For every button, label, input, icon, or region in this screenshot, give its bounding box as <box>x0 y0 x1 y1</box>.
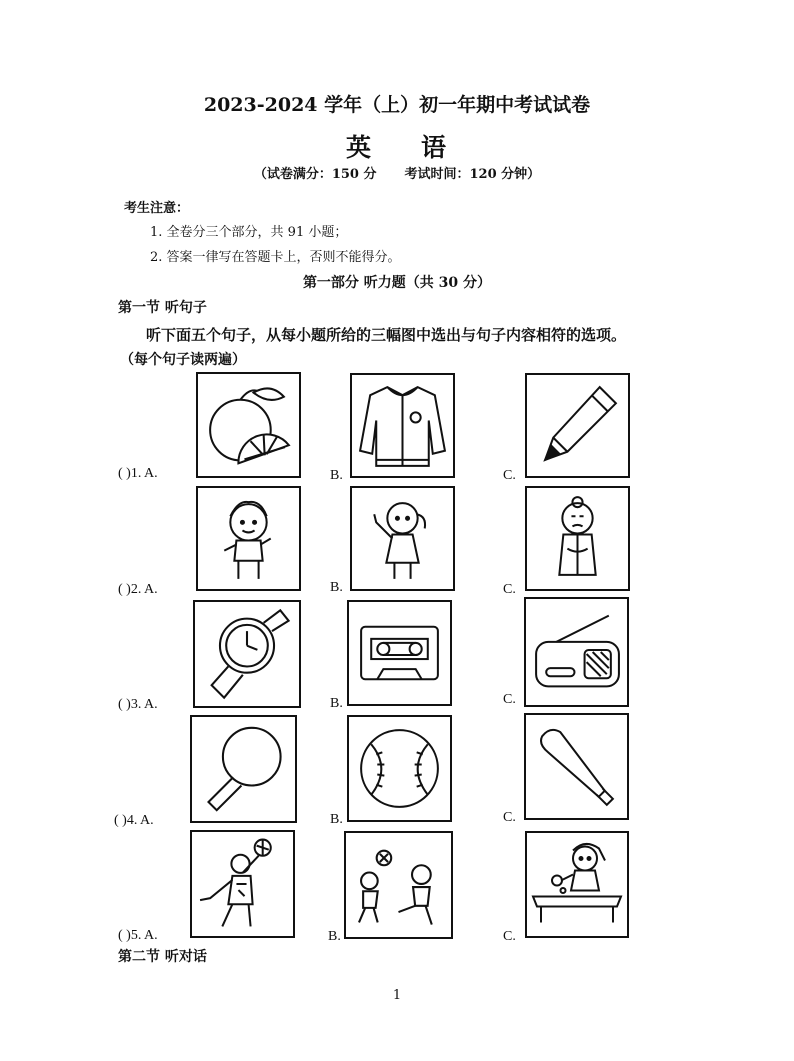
question-3-c-label: C. <box>503 692 516 707</box>
question-4-label: ( )4. A. <box>114 813 154 828</box>
question-1-label: ( )1. A. <box>118 466 158 481</box>
jacket-icon[interactable] <box>350 373 455 478</box>
section1-title: 第一节 听句子 <box>118 300 207 316</box>
radio-icon[interactable] <box>524 597 629 707</box>
ping-pong-paddle-icon[interactable] <box>190 715 297 823</box>
subject-char-1: 英 <box>345 133 373 162</box>
full-marks: （试卷满分：150 分 <box>253 167 377 182</box>
orange-icon[interactable] <box>196 372 301 478</box>
exam-time: 考试时间：120 分钟） <box>404 167 541 182</box>
watch-icon[interactable] <box>193 600 301 708</box>
old-woman-icon[interactable] <box>525 486 630 591</box>
baseball-icon[interactable] <box>347 715 452 822</box>
question-1-b-label: B. <box>330 468 343 483</box>
page-number: 1 <box>392 988 402 1003</box>
section1-instruction-note: （每个句子读两遍） <box>120 352 246 368</box>
question-5-c-label: C. <box>503 929 516 944</box>
question-1-c-label: C. <box>503 468 516 483</box>
girl-playing-ping-pong-icon[interactable] <box>525 831 629 938</box>
question-4-b-label: B. <box>330 812 343 827</box>
girl-waving-icon[interactable] <box>350 486 455 591</box>
question-5-b-label: B. <box>328 929 341 944</box>
subject-title <box>0 128 794 164</box>
question-2-b-label: B. <box>330 580 343 595</box>
question-2-label: ( )2. A. <box>118 582 158 597</box>
question-3-label: ( )3. A. <box>118 697 158 712</box>
boy-icon[interactable] <box>196 486 301 591</box>
subject-char-2: 语 <box>421 133 449 162</box>
question-4-c-label: C. <box>503 810 516 825</box>
exam-title: 2023-2024 学年（上）初一年期中考试试卷 <box>203 94 591 116</box>
kids-playing-soccer-icon[interactable] <box>344 831 453 939</box>
question-3-b-label: B. <box>330 696 343 711</box>
section2-title: 第二节 听对话 <box>118 949 207 965</box>
cassette-tape-icon[interactable] <box>347 600 452 706</box>
notice-item-1: 1. 全卷分三个部分，共 91 小题； <box>150 225 348 240</box>
question-5-label: ( )5. A. <box>118 928 158 943</box>
score-info <box>0 163 794 182</box>
baseball-bat-icon[interactable] <box>524 713 629 820</box>
notice-item-2: 2. 答案一律写在答题卡上，否则不能得分。 <box>150 250 401 265</box>
pencil-icon[interactable] <box>525 373 630 478</box>
part1-title: 第一部分 听力题（共 30 分） <box>302 275 492 291</box>
basketball-player-icon[interactable] <box>190 830 295 938</box>
section1-instruction: 听下面五个句子，从每小题所给的三幅图中选出与句子内容相符的选项。 <box>146 326 627 344</box>
question-2-c-label: C. <box>503 582 516 597</box>
notice-heading: 考生注意： <box>124 201 190 216</box>
